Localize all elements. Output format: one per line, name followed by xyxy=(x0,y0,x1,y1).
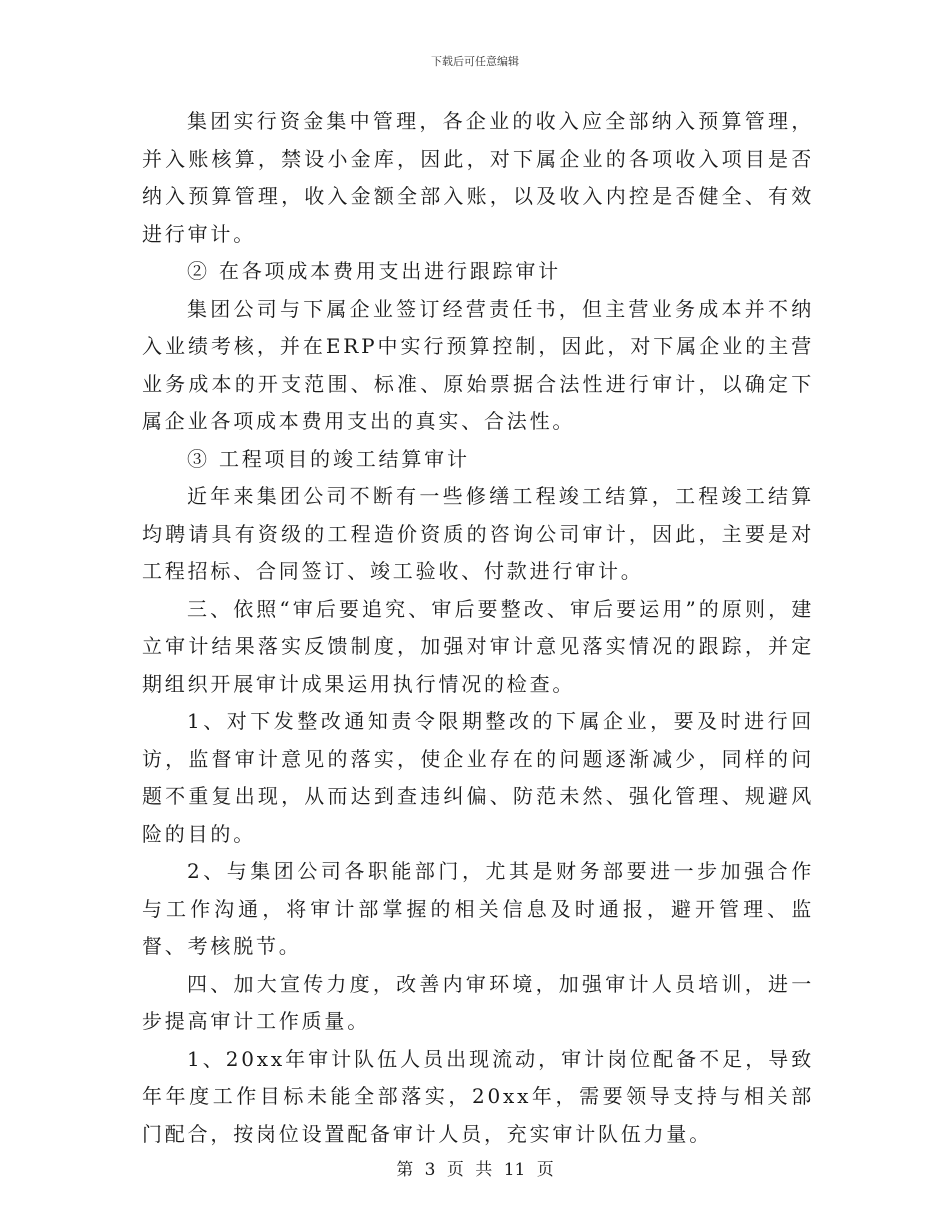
page-header: 下载后可任意编辑 xyxy=(431,55,519,68)
heading-cost-tracking-audit: ② 在各项成本费用支出进行跟踪审计 xyxy=(187,259,561,283)
heading-section-three: 三、依照“审后要追究、审后要整改、审后要运用”的原则，建立审计结果落实反馈制度，加强对审计意见落实情况的跟踪，并定期组织开展审计成果运用执行情况的检查。 xyxy=(142,596,814,696)
document-body xyxy=(142,103,814,1153)
paragraph-rectification-followup: 1、对下发整改通知责令限期整改的下属企业，要及时进行回访，监督审计意见的落实，使企业存在的问题逐渐减少，同样的问题不重复出现，从而达到查违纠偏、防范未然、强化管理、规避风险的目的。 xyxy=(142,709,814,846)
paragraph-department-cooperation: 2、与集团公司各职能部门，尤其是财务部要进一步加强合作与工作沟通，将审计部掌握的相关信息及时通报，避开管理、监督、考核脱节。 xyxy=(142,859,814,958)
paragraph-revenue-audit: 集团实行资金集中管理，各企业的收入应全部纳入预算管理，并入账核算，禁设小金库，因此，对下属企业的各项收入项目是否纳入预算管理，收入金额全部入账，以及收入内控是否健全、有效进行审计。 xyxy=(142,109,814,246)
heading-project-settlement-audit: ③ 工程项目的竣工结算审计 xyxy=(187,446,470,471)
page-number-footer: 第 3 页 共 11 页 xyxy=(396,1160,554,1180)
paragraph-cost-audit: 集团公司与下属企业签订经营责任书，但主营业务成本并不纳入业绩考核，并在ERP中实行预算控制，因此，对下属企业的主营业务成本的开支范围、标准、原始票据合法性进行审计，以确定下属企业各项成本费用支出的真实、合法性。 xyxy=(142,296,814,433)
paragraph-project-settlement: 近年来集团公司不断有一些修缮工程竣工结算，工程竣工结算均聘请具有资级的工程造价资质的咨询公司审计，因此，主要是对工程招标、合同签订、竣工验收、付款进行审计。 xyxy=(142,484,814,583)
paragraph-audit-staffing: 1、20xx年审计队伍人员出现流动，审计岗位配备不足，导致年年度工作目标未能全部落实，20xx年，需要领导支持与相关部门配合，按岗位设置配备审计人员，充实审计队伍力量。 xyxy=(142,1046,814,1146)
heading-section-four: 四、加大宣传力度，改善内审环境，加强审计人员培训，进一步提高审计工作质量。 xyxy=(142,971,814,1033)
